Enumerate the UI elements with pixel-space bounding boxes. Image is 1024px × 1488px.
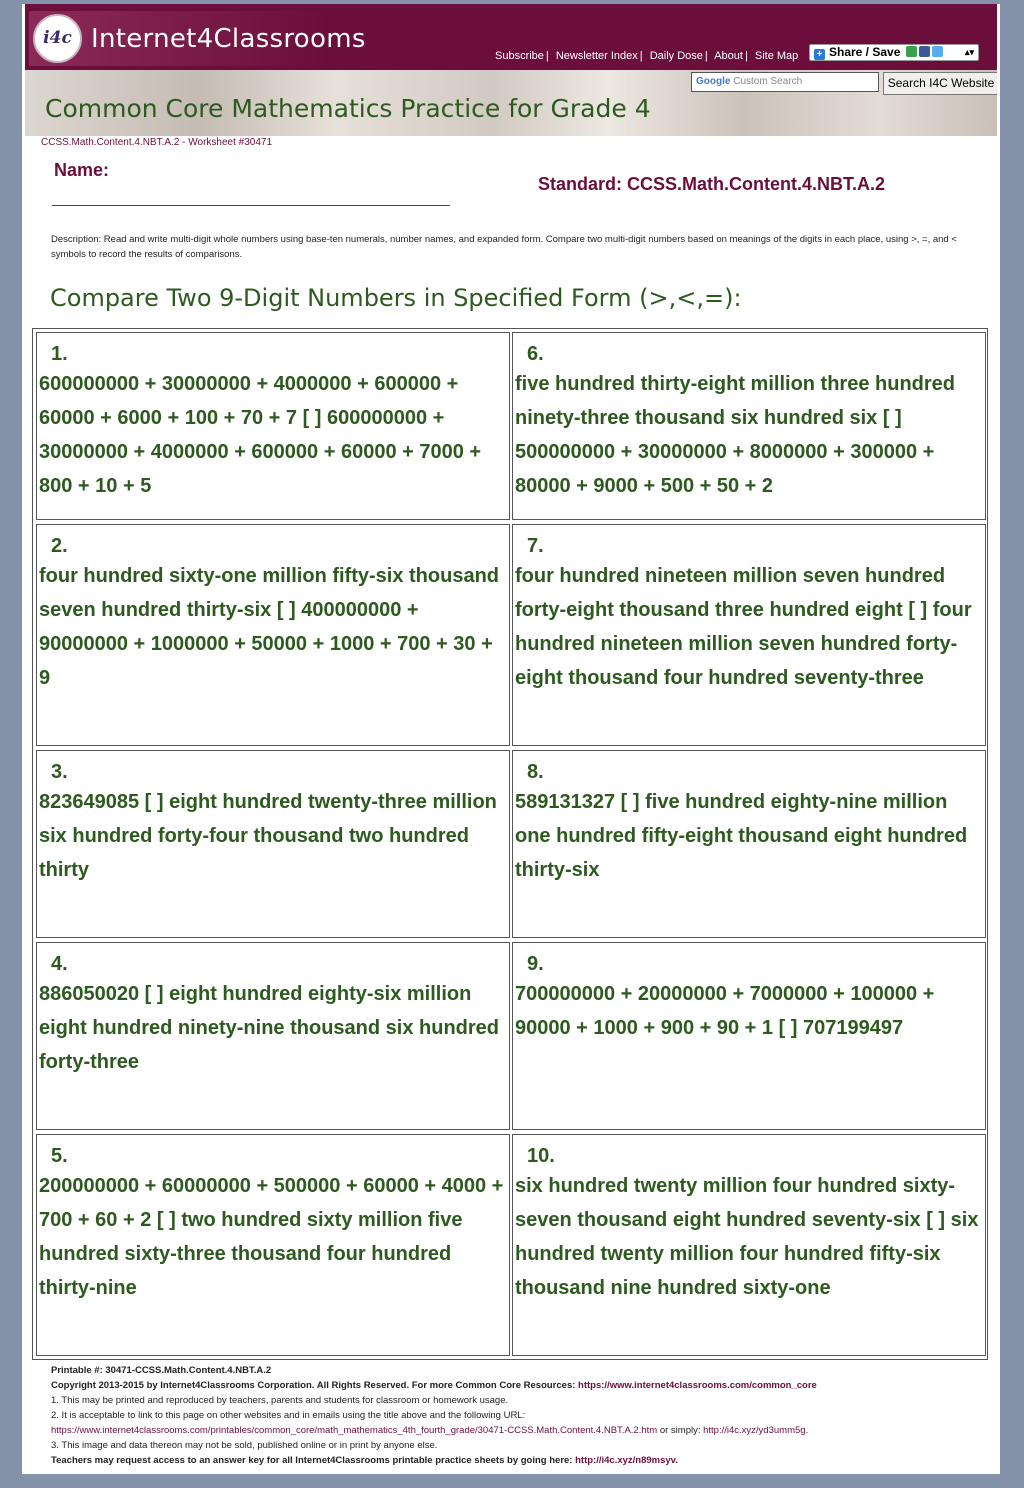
problem-number: 10. [527, 1145, 555, 1167]
common-core-link[interactable]: https://www.internet4classrooms.com/common_core [578, 1380, 817, 1391]
section-title: Compare Two 9-Digit Numbers in Specified Form (>,<,=): [50, 284, 742, 312]
problem-number: 9. [527, 953, 544, 975]
problem-cell [512, 1134, 986, 1356]
problem-cell [36, 750, 510, 938]
problem-cell [36, 332, 510, 520]
problem-cell [512, 524, 986, 746]
search-brand: Google [696, 76, 731, 87]
problem-text: six hundred twenty million four hundred sixty-seven thousand eight hundred seventy-six [ ] six hundred twenty million four hundred fifty-six thousand nine hundred sixty-one [515, 1175, 979, 1299]
nav-newsletter-index[interactable]: Newsletter Index [555, 50, 638, 62]
problem-text: four hundred sixty-one million fifty-six thousand seven hundred thirty-six [ ] 400000000 + 90000000 + 1000000 + 50000 + 1000 + 700 + 30 + 9 [39, 565, 500, 689]
copyright [51, 1378, 991, 1393]
nav-site-map[interactable]: Site Map [754, 50, 799, 62]
problem-number: 3. [51, 761, 68, 783]
problem-cell [512, 942, 986, 1130]
worksheet-page [22, 4, 1000, 1474]
logo-badge-icon: i4c [33, 14, 82, 63]
or-simply-text: or simply: [659, 1425, 701, 1436]
problem-number: 5. [51, 1145, 68, 1167]
chevron-updown-icon: ▴▾ [964, 47, 974, 57]
share-icon [906, 46, 917, 57]
problem-number: 2. [51, 535, 68, 557]
search-button[interactable]: Search I4C Website [883, 72, 997, 95]
logo-text: Internet4Classrooms [91, 24, 366, 54]
problem-text: four hundred nineteen million seven hundred forty-eight thousand three hundred eight [ ] four hundred nineteen million seven hundred forty-eight thousand four hundred seventy-three [515, 565, 972, 689]
problem-text: 886050020 [ ] eight hundred eighty-six million eight hundred ninety-nine thousand six hundred forty-three [39, 983, 499, 1073]
plus-icon: + [814, 49, 825, 60]
top-nav: Subscribe | Newsletter Index | Daily Dose | About | Site Map [495, 50, 799, 62]
worksheet-code: CCSS.Math.Content.4.NBT.A.2 - Worksheet #30471 [41, 137, 273, 148]
share-label: Share / Save [829, 45, 901, 59]
problem-text: 200000000 + 60000000 + 500000 + 60000 + 4000 + 700 + 60 + 2 [ ] two hundred sixty million five hundred sixty-three thousand four hundred thirty-nine [39, 1175, 504, 1299]
problem-cell [512, 750, 986, 938]
problem-grid [32, 328, 988, 1360]
answer-key: Teachers may request access to an answer key for all Internet4Classrooms printable practice sheets by going here: http://i4c.xyz/n89msyv. [51, 1455, 678, 1466]
note-2-links: https://www.internet4classrooms.com/printables/common_core/math_mathematics_4th_fourth_grade/30471-CCSS.Math.Content.4.NBT.A.2.htm or simply: http://i4c.xyz/yd3umm5g. [51, 1425, 809, 1436]
search-placeholder: Custom Search [733, 76, 803, 87]
description: Description: Read and write multi-digit whole numbers using base-ten numerals, number names, and expanded form. Compare two multi-digit numbers based on meanings of the digits in each place, using >, =, and < symbols to record the results of comparisons. [51, 234, 957, 260]
header-top-bar [25, 4, 997, 70]
nav-daily-dose[interactable]: Daily Dose [649, 50, 703, 62]
printable-number: Printable #: 30471-CCSS.Math.Content.4.NBT.A.2 [51, 1365, 272, 1376]
problem-cell [512, 332, 986, 520]
search-input[interactable] [691, 72, 879, 92]
problem-text: 600000000 + 30000000 + 4000000 + 600000 + 60000 + 6000 + 100 + 70 + 7 [ ] 600000000 + 30000000 + 4000000 + 600000 + 60000 + 7000 + 800 + 10 + 5 [39, 373, 482, 497]
nav-about[interactable]: About [714, 50, 743, 62]
problem-number: 7. [527, 535, 544, 557]
standard-label: Standard: CCSS.Math.Content.4.NBT.A.2 [538, 174, 886, 194]
facebook-icon [919, 46, 930, 57]
problem-number: 1. [51, 343, 68, 365]
answer-key-text: Teachers may request access to an answer key for all Internet4Classrooms printable practice sheets by going here: [51, 1455, 573, 1466]
footer [51, 1363, 991, 1468]
copyright-text: Copyright 2013-2015 by Internet4Classrooms Corporation. All Rights Reserved. For more Common Core Resources: [51, 1380, 576, 1391]
note-3: 3. This image and data thereon may not be sold, published online or in print by anyone else. [51, 1440, 438, 1451]
nav-subscribe[interactable]: Subscribe [495, 50, 544, 62]
problem-number: 6. [527, 343, 544, 365]
share-save-button[interactable] [809, 44, 979, 61]
site-logo[interactable] [29, 11, 366, 66]
problem-text: five hundred thirty-eight million three hundred ninety-three thousand six hundred six [ ] 500000000 + 30000000 + 8000000 + 300000 + 80000 + 9000 + 500 + 50 + 2 [515, 373, 956, 497]
problem-cell [36, 942, 510, 1130]
problem-cell [36, 1134, 510, 1356]
problem-text: 823649085 [ ] eight hundred twenty-three million six hundred forty-four thousand two hundred thirty [39, 791, 497, 881]
twitter-icon [932, 46, 943, 57]
note-2: 2. It is acceptable to link to this page on other websites and in emails using the title above and the following URL: [51, 1410, 526, 1421]
problem-cell [36, 524, 510, 746]
page-title: Common Core Mathematics Practice for Grade 4 [45, 94, 651, 123]
problem-number: 8. [527, 761, 544, 783]
problem-number: 4. [51, 953, 68, 975]
name-underline [52, 205, 450, 206]
problem-text: 700000000 + 20000000 + 7000000 + 100000 + 90000 + 1000 + 900 + 90 + 1 [ ] 707199497 [515, 983, 935, 1039]
site-header [25, 4, 997, 136]
note-1: 1. This may be printed and reproduced by teachers, parents and students for classroom or homework usage. [51, 1395, 509, 1406]
answer-key-link[interactable]: http://i4c.xyz/n89msyv [575, 1455, 676, 1466]
name-label: Name: [54, 160, 110, 180]
worksheet-url-link[interactable]: https://www.internet4classrooms.com/printables/common_core/math_mathematics_4th_fourth_grade/30471-CCSS.Math.Content.4.NBT.A.2.htm [51, 1425, 658, 1436]
problem-text: 589131327 [ ] five hundred eighty-nine million one hundred fifty-eight thousand eight hundred thirty-six [515, 791, 968, 881]
short-url-link[interactable]: http://i4c.xyz/yd3umm5g [703, 1425, 806, 1436]
